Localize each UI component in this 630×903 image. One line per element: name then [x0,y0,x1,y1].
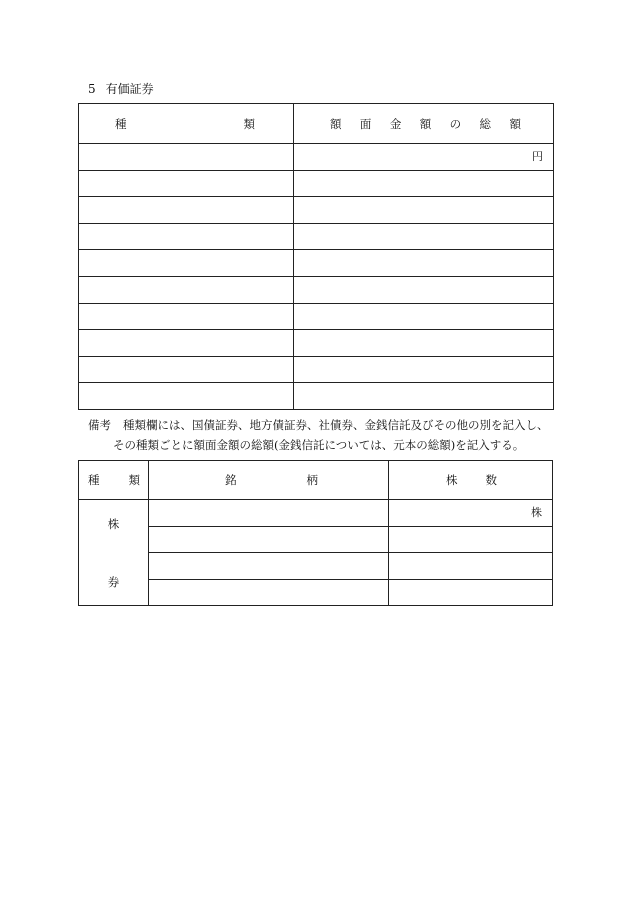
header-kind: 種 類 [79,461,149,500]
brand-field[interactable] [149,579,389,606]
kind-label-stock: 株 [107,516,120,531]
brand-field[interactable] [149,526,389,553]
amount-field[interactable] [294,303,554,330]
brand-field[interactable] [149,500,389,527]
amount-field[interactable] [294,223,554,250]
remarks-line-2: その種類ごとに額面金額の総額(金銭信託については、元本の総額)を記入する。 [113,438,525,452]
table-row [79,330,554,357]
table-row [79,500,553,527]
share-count-field[interactable] [389,579,553,606]
table-row [79,197,554,224]
stock-table [78,460,553,606]
section-number: 5 [88,82,96,96]
table-row [79,553,553,580]
amount-field[interactable] [294,356,554,383]
amount-field[interactable] [294,330,554,357]
table-row [79,250,554,277]
amount-field[interactable] [294,383,554,410]
kind-field[interactable] [79,276,294,303]
remarks-line-1: 種類欄には、国債証券、地方債証券、社債券、金銭信託及びその他の別を記入し、 [123,418,549,432]
table-row [79,356,554,383]
amount-field[interactable] [294,276,554,303]
kind-field[interactable] [79,330,294,357]
table-row [79,579,553,606]
kind-field[interactable] [79,250,294,277]
table-row [79,223,554,250]
header-kind: 種 類 [79,104,294,144]
remarks [88,415,558,455]
stock-kind-cell [79,500,149,606]
kind-field[interactable] [79,356,294,383]
header-face-amount-total: 額 面 金 額 の 総 額 [294,104,554,144]
table-row [79,383,554,410]
stock-table-header [79,461,553,500]
table-row [79,303,554,330]
table-row [79,170,554,197]
securities-table [78,103,554,410]
amount-field[interactable] [294,144,554,171]
share-count-field[interactable] [389,526,553,553]
brand-field[interactable] [149,553,389,580]
share-count-field[interactable] [389,500,553,527]
header-brand: 銘 柄 [149,461,389,500]
kind-field[interactable] [79,144,294,171]
kind-field[interactable] [79,383,294,410]
securities-table-header [79,104,554,144]
header-share-count: 株 数 [389,461,553,500]
kind-field[interactable] [79,303,294,330]
section-heading: 有価証券 [105,82,154,96]
kind-field[interactable] [79,223,294,250]
kind-field[interactable] [79,197,294,224]
amount-field[interactable] [294,250,554,277]
amount-field[interactable] [294,197,554,224]
yen-unit: 円 [532,150,543,163]
remarks-label: 備考 [88,418,111,432]
kind-field[interactable] [79,170,294,197]
table-row [79,276,554,303]
table-row [79,526,553,553]
section-title [88,80,154,97]
kind-label-certificate: 券 [107,574,120,589]
share-count-field[interactable] [389,553,553,580]
table-row [79,144,554,171]
share-unit: 株 [531,506,542,519]
amount-field[interactable] [294,170,554,197]
